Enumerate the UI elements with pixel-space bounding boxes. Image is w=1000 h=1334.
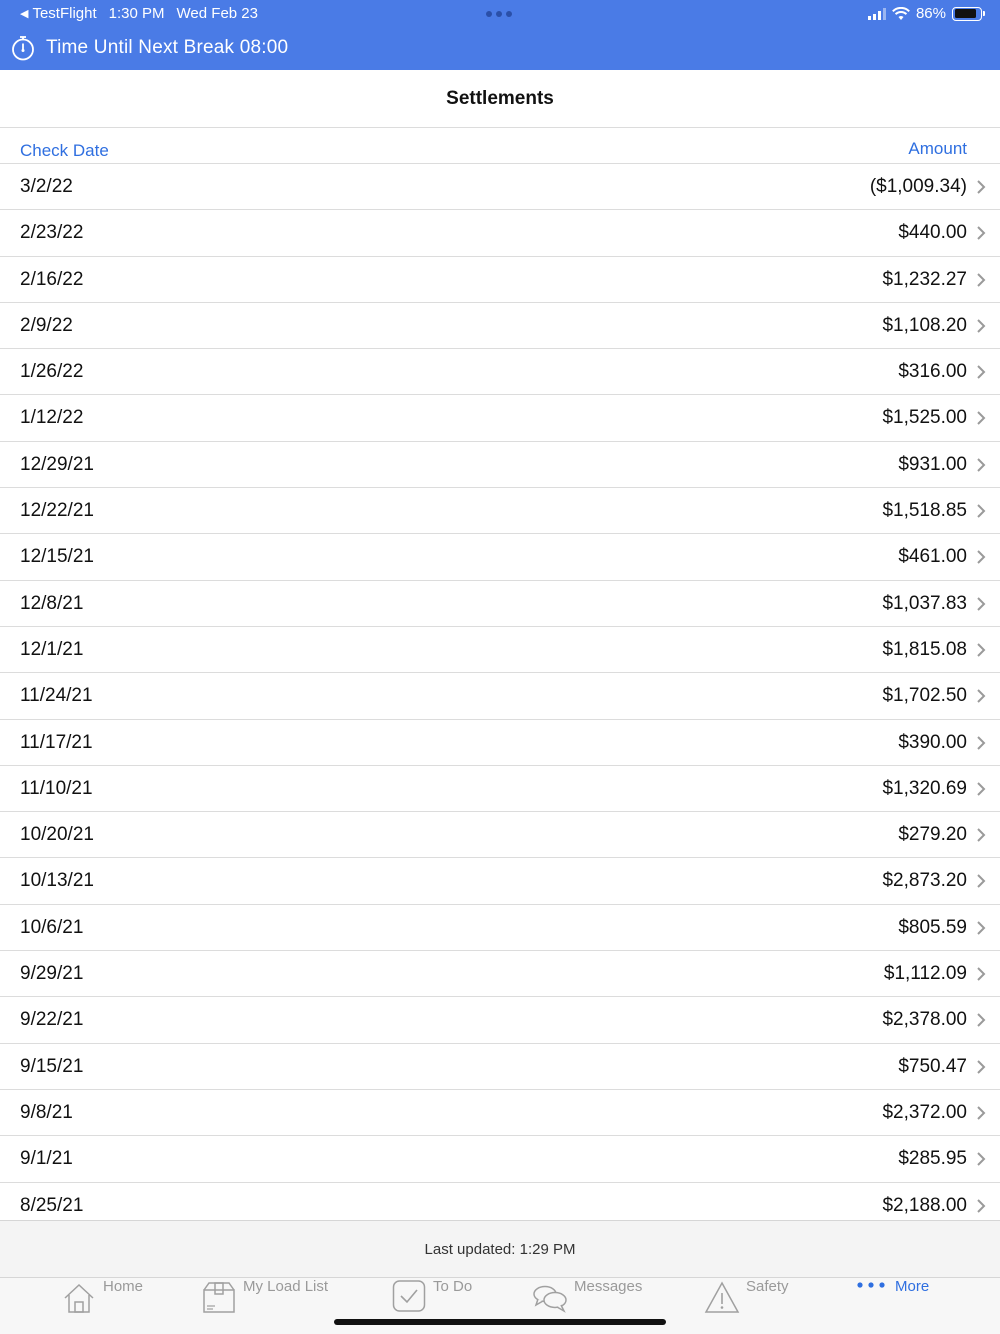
home-icon [62, 1281, 96, 1315]
tab-to-do[interactable] [392, 1278, 492, 1334]
chevron-right-icon [974, 411, 988, 425]
settlement-amount: $316.00 [898, 361, 967, 383]
tab-more[interactable] [856, 1278, 956, 1334]
settlement-row[interactable] [0, 164, 1000, 210]
status-date: Wed Feb 23 [176, 5, 258, 22]
settlement-amount: $2,378.00 [882, 1009, 967, 1031]
settlement-check-date: 9/8/21 [20, 1101, 73, 1123]
chevron-right-icon [974, 504, 988, 518]
column-header-amount[interactable]: Amount [908, 139, 967, 158]
stopwatch-icon [10, 35, 36, 61]
settlement-check-date: 12/1/21 [20, 638, 84, 660]
wifi-icon [892, 7, 910, 21]
settlement-row[interactable] [0, 812, 1000, 858]
settlement-row[interactable] [0, 858, 1000, 904]
settlement-amount: $1,525.00 [882, 407, 967, 429]
tab-my-load-list[interactable] [202, 1278, 352, 1334]
settlement-check-date: 12/15/21 [20, 546, 94, 568]
settlement-amount: $1,320.69 [882, 777, 967, 799]
settlement-amount: $461.00 [898, 546, 967, 568]
settlement-amount: $2,372.00 [882, 1101, 967, 1123]
chevron-right-icon [974, 828, 988, 842]
settlement-amount: $1,815.08 [882, 638, 967, 660]
settlement-row[interactable] [0, 581, 1000, 627]
settlement-amount: $440.00 [898, 222, 967, 244]
column-header-row [0, 128, 1000, 164]
tab-home-label: Home [103, 1278, 144, 1295]
battery-percent: 86% [915, 5, 946, 22]
settlement-row[interactable] [0, 627, 1000, 673]
chevron-right-icon [974, 226, 988, 240]
settlement-check-date: 11/24/21 [20, 685, 93, 707]
chevron-right-icon [974, 967, 988, 981]
settlement-amount: $2,873.20 [882, 870, 967, 892]
warning-icon [704, 1281, 740, 1315]
chevron-right-icon [974, 365, 988, 379]
chevron-right-icon [974, 874, 988, 888]
back-to-app-label[interactable]: TestFlight [32, 5, 97, 22]
tab-messages-label: Messages [574, 1278, 643, 1295]
chevron-right-icon [974, 1152, 988, 1166]
status-right [868, 5, 982, 22]
settlement-amount: $1,108.20 [882, 314, 967, 336]
settlement-amount: ($1,009.34) [869, 176, 967, 197]
last-updated-bar [0, 1220, 1000, 1277]
settlement-amount: $750.47 [898, 1055, 967, 1077]
settlement-row[interactable] [0, 673, 1000, 719]
settlement-row[interactable] [0, 951, 1000, 997]
settlement-amount: $1,232.27 [882, 268, 967, 290]
chevron-right-icon [974, 782, 988, 796]
settlement-row[interactable] [0, 303, 1000, 349]
home-indicator[interactable] [334, 1319, 666, 1325]
column-header-check-date[interactable]: Check Date [20, 141, 109, 160]
chevron-right-icon [974, 550, 988, 564]
settlement-amount: $285.95 [898, 1148, 967, 1170]
settlement-row[interactable] [0, 1090, 1000, 1136]
settlement-row[interactable] [0, 905, 1000, 951]
settlement-amount: $1,037.83 [882, 592, 967, 614]
settlement-row[interactable] [0, 1183, 1000, 1220]
settlement-amount: $390.00 [898, 731, 967, 753]
settlement-check-date: 9/1/21 [20, 1148, 73, 1170]
settlement-row[interactable] [0, 395, 1000, 441]
settlement-check-date: 10/20/21 [20, 824, 94, 846]
settlement-amount: $1,112.09 [883, 963, 967, 985]
chevron-right-icon [974, 1060, 988, 1074]
settlement-check-date: 3/2/22 [20, 176, 73, 197]
settlement-check-date: 12/22/21 [20, 500, 94, 522]
chat-bubbles-icon [532, 1284, 568, 1314]
tab-home[interactable] [62, 1278, 162, 1334]
settlement-check-date: 10/13/21 [20, 870, 94, 892]
settlement-row[interactable] [0, 349, 1000, 395]
settlement-check-date: 9/22/21 [20, 1009, 84, 1031]
settlement-row[interactable] [0, 488, 1000, 534]
checkbox-icon [392, 1279, 426, 1313]
chevron-right-icon [974, 1106, 988, 1120]
tab-bar [0, 1277, 1000, 1334]
settlement-amount: $1,518.85 [882, 500, 967, 522]
battery-icon [952, 7, 982, 21]
chevron-right-icon [974, 1199, 988, 1213]
settlement-check-date: 2/23/22 [20, 222, 84, 244]
settlement-row[interactable] [0, 720, 1000, 766]
settlement-row[interactable] [0, 766, 1000, 812]
settlement-amount: $805.59 [898, 916, 967, 938]
chevron-right-icon [974, 319, 988, 333]
back-to-app-icon[interactable]: ◀ [20, 8, 29, 20]
settlement-check-date: 12/29/21 [20, 453, 94, 475]
settlement-check-date: 1/26/22 [20, 361, 84, 383]
status-left [20, 5, 258, 22]
last-updated-text: Last updated: 1:29 PM [424, 1240, 576, 1258]
chevron-right-icon [974, 1013, 988, 1027]
settlements-list[interactable] [0, 164, 1000, 1220]
settlement-check-date: 9/15/21 [20, 1055, 84, 1077]
settlement-row[interactable] [0, 997, 1000, 1043]
tab-more-label: More [895, 1278, 930, 1295]
page-title: Settlements [446, 87, 554, 109]
chevron-right-icon [974, 273, 988, 287]
status-time: 1:30 PM [108, 5, 165, 22]
chevron-right-icon [974, 643, 988, 657]
multitasking-dots-icon[interactable] [486, 11, 512, 17]
settlement-check-date: 9/29/21 [20, 963, 84, 985]
app-header [0, 0, 1000, 70]
settlement-check-date: 12/8/21 [20, 592, 84, 614]
settlement-amount: $279.20 [898, 824, 967, 846]
chevron-right-icon [974, 921, 988, 935]
settlement-row[interactable] [0, 210, 1000, 256]
settlement-check-date: 8/25/21 [20, 1194, 84, 1216]
settlement-row[interactable] [0, 534, 1000, 580]
settlement-check-date: 2/9/22 [20, 314, 73, 336]
settlement-check-date: 1/12/22 [20, 407, 84, 429]
tab-to-do-label: To Do [433, 1278, 473, 1295]
break-timer-bar[interactable] [10, 35, 288, 61]
cellular-signal-icon [868, 8, 886, 20]
chevron-right-icon [974, 180, 988, 194]
settlement-amount: $1,702.50 [882, 685, 967, 707]
settlement-check-date: 10/6/21 [20, 916, 84, 938]
status-bar [0, 0, 1000, 28]
settlement-row[interactable] [0, 257, 1000, 303]
settlement-amount: $931.00 [898, 453, 967, 475]
package-icon [202, 1281, 236, 1315]
more-dots-icon [856, 1280, 886, 1290]
chevron-right-icon [974, 458, 988, 472]
tab-safety[interactable] [704, 1278, 804, 1334]
settlement-check-date: 11/17/21 [20, 731, 93, 753]
settlement-row[interactable] [0, 1044, 1000, 1090]
settlement-check-date: 11/10/21 [20, 777, 93, 799]
chevron-right-icon [974, 597, 988, 611]
tab-my-load-list-label: My Load List [243, 1278, 329, 1295]
settlement-check-date: 2/16/22 [20, 268, 84, 290]
settlement-amount: $2,188.00 [882, 1194, 967, 1216]
chevron-right-icon [974, 736, 988, 750]
chevron-right-icon [974, 689, 988, 703]
settlement-row[interactable] [0, 1136, 1000, 1182]
title-bar [0, 70, 1000, 128]
settlement-row[interactable] [0, 442, 1000, 488]
tab-safety-label: Safety [746, 1278, 789, 1295]
tab-messages[interactable] [532, 1278, 662, 1334]
break-timer-text: Time Until Next Break 08:00 [46, 37, 289, 58]
